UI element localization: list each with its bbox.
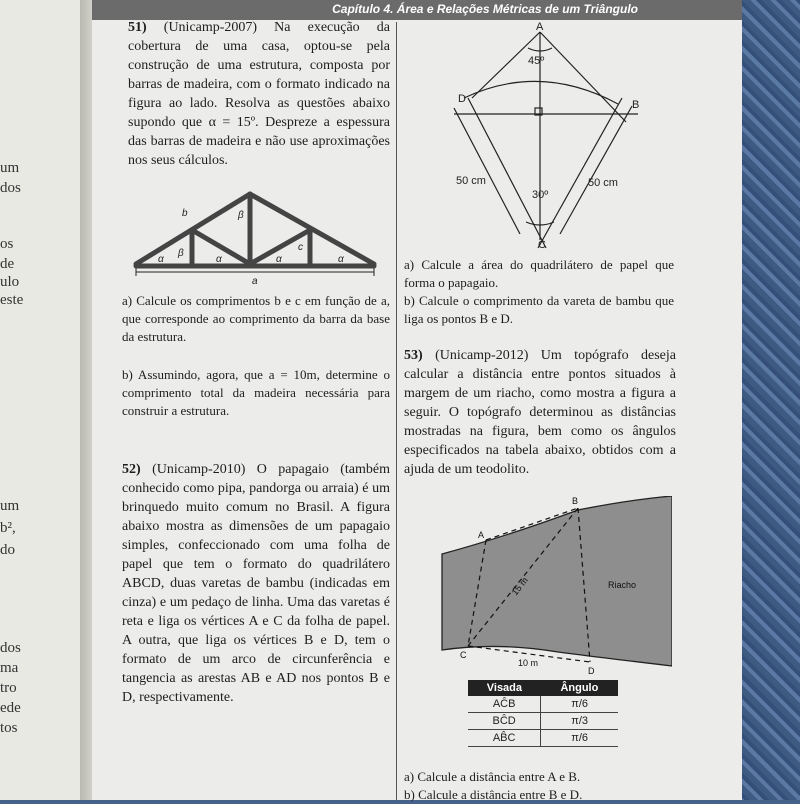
truss-label-a: a (252, 276, 258, 287)
kite-right-length: 50 cm (588, 177, 618, 189)
river-base-length: 10 m (518, 658, 539, 668)
chapter-header (92, 0, 742, 20)
column-divider (396, 22, 397, 800)
river-label-c: C (460, 650, 467, 660)
kite-figure (442, 22, 692, 252)
q52-item-b: b) Calcule o comprimento da vareta de bambu que liga os pontos B e D. (404, 293, 674, 326)
kite-angle-45: 45º (528, 55, 545, 67)
truss-label-beta: β (238, 210, 244, 221)
kite-edge-dc (468, 98, 549, 248)
left-page (0, 0, 88, 800)
kite-label-d: D (458, 93, 466, 105)
left-fragment: ede (0, 700, 21, 716)
left-fragment: um (0, 160, 20, 176)
q52-number: 52) (122, 462, 141, 477)
q53-intro: (Unicamp-2012) Um topógrafo deseja calcular a distância entre pontos situados à margem de um riacho, como mostra a figura a seguir. O topógrafo determinou as distâncias mostradas na figura, bem como os ângulos especificados na tabela abaixo, obtidos com a ajuda de um teodolito. (404, 348, 676, 477)
right-page (92, 0, 742, 800)
angle-table (468, 680, 618, 747)
river-area (442, 496, 672, 666)
left-fragment: os (0, 236, 14, 252)
kite-edge-bc (538, 98, 622, 248)
river-label-d: D (588, 666, 595, 676)
left-fragment: dos (0, 180, 21, 196)
chapter-title: Capítulo 4. Área e Relações Métricas de um Triângulo (332, 2, 638, 16)
q53-item-a: a) Calcule a distância entre A e B. (404, 769, 581, 784)
truss-label-alpha: α (276, 254, 282, 265)
river-figure (438, 496, 672, 676)
q51-item-a: a) Calcule os comprimentos b e c em função de a, que corresponde ao comprimento da barra da base da estrutura. (122, 293, 390, 344)
table-header: Ângulo (541, 680, 618, 696)
left-fragment: ulo (0, 274, 20, 290)
truss-label-c: c (298, 242, 303, 253)
table-row (468, 730, 618, 747)
left-fragment: este (0, 292, 24, 308)
q51-item-b: b) Assumindo, agora, que a = 10m, determine o comprimento total da madeira necessária para construir a estrutura. (122, 367, 390, 418)
q52-statement (122, 460, 390, 707)
truss-label-b: b (182, 208, 188, 219)
kite-arc-bd (464, 81, 618, 104)
table-cell: π/6 (541, 696, 618, 713)
left-fragment: dos (0, 640, 21, 656)
table-row (468, 713, 618, 730)
q52-item-a: a) Calcule a área do quadrilátero de papel que forma o papagaio. (404, 257, 674, 290)
table-cell: AB̂C (468, 730, 541, 747)
q53-item-b: b) Calcule a distância entre B e D. (404, 787, 583, 802)
left-fragment: tro (0, 680, 17, 696)
truss-label-alpha: α (158, 254, 164, 265)
truss-label-alpha: α (216, 254, 222, 265)
truss-label-beta: β (178, 248, 184, 259)
left-fragment: ma (0, 660, 19, 676)
q51-statement (128, 18, 390, 170)
table-cell: π/3 (541, 713, 618, 730)
river-label: Riacho (608, 580, 637, 590)
kite-left-length: 50 cm (456, 175, 486, 187)
kite-edge-ab (540, 32, 626, 122)
q53-number: 53) (404, 348, 423, 363)
left-fragment: do (0, 542, 15, 558)
river-label-a: A (478, 530, 485, 540)
q51-number: 51) (128, 20, 147, 35)
left-fragment: de (0, 256, 15, 272)
left-fragment: b², (0, 520, 16, 536)
river-label-b: B (572, 496, 579, 506)
left-fragment: tos (0, 720, 18, 736)
roof-truss-figure (130, 186, 380, 290)
left-fragment: um (0, 498, 20, 514)
table-cell: π/6 (541, 730, 618, 747)
kite-label-b: B (632, 99, 640, 111)
table-cell: BĈD (468, 713, 541, 730)
kite-angle-30: 30º (532, 189, 549, 201)
river-diag-length: 15 m (509, 575, 530, 598)
q53-statement (404, 346, 676, 479)
kite-label-a: A (536, 22, 544, 33)
table-header: Visada (468, 680, 541, 696)
table-row (468, 696, 618, 713)
q51-intro: (Unicamp-2007) Na execução da cobertura de uma casa, optou-se pela construção de uma estrutura, composta por barras de madeira, com o formato indicado na figura ao lado. Resolva as questões abaixo supondo que α = 15º. Despreze a espessura das barras de madeira e não use aproximações nos seus cálculos. (128, 20, 390, 168)
table-cell: AĈB (468, 696, 541, 713)
q52-intro: (Unicamp-2010) O papagaio (também conhecido como pipa, pandorga ou arraia) é um brinquedo muito comum no Brasil. A figura abaixo mostra as dimensões de um papagaio simples, confeccionado com uma folha de papel que tem o formato do quadrilátero ABCD, duas varetas de bambu (indicadas em cinza) e um pedaço de linha. Uma das varetas é reta e liga os vértices A e C da folha de papel. A outra, que liga os vértices B e D, tem o formato de um arco de circunferência e tangencia as arestas AB e AD nos pontos B e D, respectivamente. (122, 462, 390, 705)
truss-label-alpha: α (338, 254, 344, 265)
kite-label-c: C (538, 239, 546, 251)
